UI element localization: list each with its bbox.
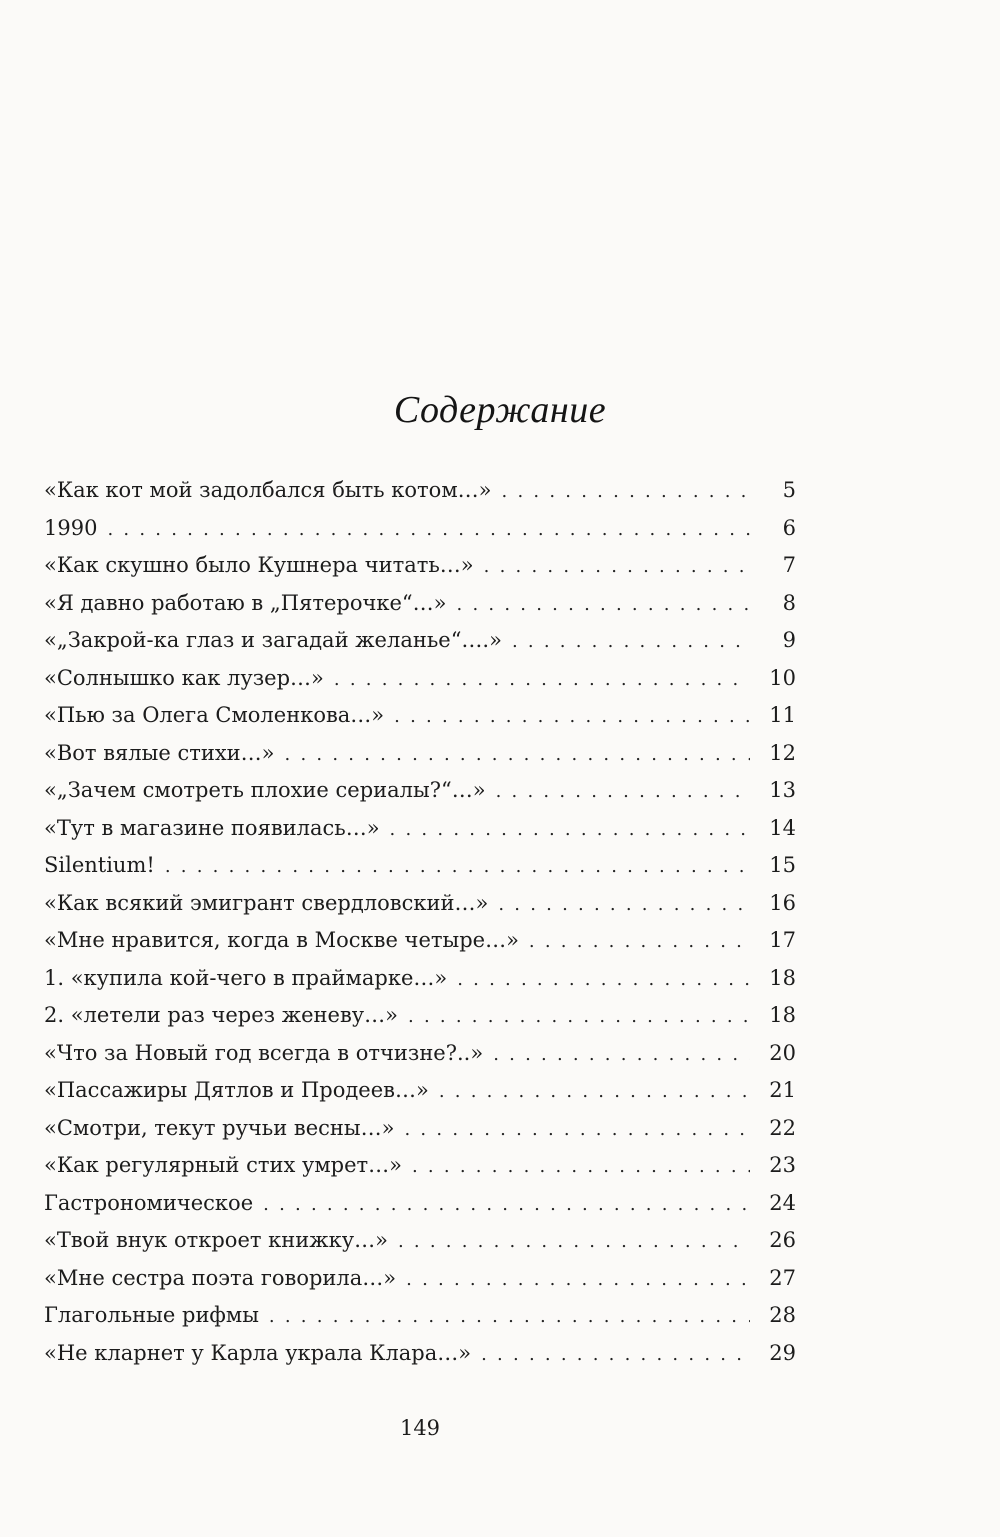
toc-entry <box>44 585 796 623</box>
toc-dot-leader <box>457 961 750 999</box>
toc-entry-title: «Пью за Олега Смоленкова…» <box>44 697 394 735</box>
toc-entry-page: 9 <box>782 628 796 652</box>
toc-dot-leader <box>263 1186 750 1224</box>
toc-entry-page: 5 <box>782 478 796 502</box>
toc-entry <box>44 1260 796 1298</box>
toc-dot-leader <box>457 586 750 624</box>
toc-dot-leader <box>496 773 750 811</box>
toc-entry-title: Глагольные рифмы <box>44 1297 269 1335</box>
toc-entry-page: 21 <box>769 1078 796 1102</box>
toc-entry <box>44 772 796 810</box>
toc-entry <box>44 960 796 998</box>
toc-dot-leader <box>107 511 750 549</box>
toc-entry <box>44 472 796 510</box>
page-title: Содержание <box>393 389 607 431</box>
toc-dot-leader <box>493 1036 750 1074</box>
toc-entry-title: «Тут в магазине появилась…» <box>44 810 390 848</box>
toc-entry-title: «Не кларнет у Карла украла Клара…» <box>44 1335 481 1373</box>
toc-entry <box>44 1147 796 1185</box>
toc-entry <box>44 660 796 698</box>
toc-entry <box>44 1335 796 1373</box>
toc-entry-title: «Что за Новый год всегда в отчизне?..» <box>44 1035 493 1073</box>
toc-entry-title: «Как скушно было Кушнера читать…» <box>44 547 484 585</box>
toc-dot-leader <box>481 1336 750 1374</box>
toc-entry-page: 18 <box>769 965 796 990</box>
toc-entry-page: 26 <box>769 1228 796 1252</box>
toc-entry-title: «Вот вялые стихи…» <box>44 735 285 773</box>
toc-entry-page: 27 <box>769 1265 796 1290</box>
toc-dot-leader <box>285 736 750 774</box>
toc-entry <box>44 997 796 1035</box>
toc-entry-title: «Пассажиры Дятлов и Продеев…» <box>44 1072 439 1110</box>
toc-entry-page: 8 <box>782 590 796 615</box>
toc-dot-leader <box>498 886 750 924</box>
toc-entry-page: 13 <box>769 778 796 802</box>
toc-dot-leader <box>404 1111 750 1149</box>
toc-entry-title: Гастрономическое <box>44 1185 263 1223</box>
toc-entry-title: «Смотри, текут ручьи весны…» <box>44 1110 404 1148</box>
toc-entry-title: «„Закрой-ка глаз и загадай желанье“….» <box>44 622 512 660</box>
toc-entry-page: 6 <box>782 515 796 540</box>
toc-entry-title: «Как кот мой задолбался быть котом…» <box>44 472 502 510</box>
toc-entry-page: 18 <box>769 1003 796 1027</box>
toc-entry-page: 15 <box>769 853 796 877</box>
toc-entry-title: «Как регулярный стих умрет…» <box>44 1147 412 1185</box>
toc-entry-page: 17 <box>769 928 796 952</box>
toc-dot-leader <box>334 661 750 699</box>
toc-entry-title: «Твой внук откроет книжку…» <box>44 1222 398 1260</box>
toc-dot-leader <box>269 1298 750 1336</box>
toc-entry <box>44 1297 796 1335</box>
toc-entry-title: 2. «летели раз через женеву…» <box>44 997 408 1035</box>
toc-dot-leader <box>412 1148 750 1186</box>
toc-entry <box>44 510 796 548</box>
toc-entry <box>44 885 796 923</box>
toc-entry-page: 11 <box>769 703 796 727</box>
toc-dot-leader <box>484 548 750 586</box>
toc-entry-page: 29 <box>769 1340 796 1365</box>
toc-entry <box>44 547 796 585</box>
toc-entry <box>44 697 796 735</box>
toc-entry-page: 28 <box>769 1303 796 1327</box>
toc-entry-page: 22 <box>769 1115 796 1140</box>
toc-entry-page: 14 <box>769 815 796 840</box>
toc-entry <box>44 922 796 960</box>
toc-dot-leader <box>408 998 750 1036</box>
toc-dot-leader <box>439 1073 750 1111</box>
toc-entry <box>44 735 796 773</box>
toc-entry-title: «Как всякий эмигрант свердловский…» <box>44 885 498 923</box>
page-number: 149 <box>399 1416 441 1440</box>
toc-entry <box>44 1072 796 1110</box>
toc-entry-title: «Мне сестра поэта говорила…» <box>44 1260 406 1298</box>
toc-entry-page: 7 <box>782 553 796 577</box>
toc-entry-title: «Я давно работаю в „Пятерочке“…» <box>44 585 457 623</box>
toc-entry <box>44 810 796 848</box>
toc-entry-title: 1. «купила кой-чего в праймарке…» <box>44 960 457 998</box>
toc-entry <box>44 622 796 660</box>
toc-entry <box>44 1035 796 1073</box>
toc-dot-leader <box>529 923 750 961</box>
toc-entry-title: 1990 <box>44 510 107 548</box>
toc-entry-title: Silentium! <box>44 847 165 885</box>
toc-entry-page: 12 <box>769 740 796 765</box>
toc-dot-leader <box>398 1223 750 1261</box>
toc-entry-page: 10 <box>769 665 796 690</box>
toc-dot-leader <box>406 1261 750 1299</box>
toc-dot-leader <box>390 811 750 849</box>
toc-entry <box>44 1110 796 1148</box>
toc-entry-page: 23 <box>769 1153 796 1177</box>
toc-entry-page: 16 <box>769 890 796 915</box>
toc-entry-title: «Мне нравится, когда в Москве четыре…» <box>44 922 529 960</box>
table-of-contents <box>44 472 796 1372</box>
toc-entry-page: 20 <box>769 1040 796 1065</box>
toc-dot-leader <box>165 848 750 886</box>
toc-entry <box>44 847 796 885</box>
toc-entry-title: «Солнышко как лузер…» <box>44 660 334 698</box>
toc-dot-leader <box>512 623 750 661</box>
toc-entry <box>44 1222 796 1260</box>
toc-entry-page: 24 <box>769 1190 796 1215</box>
toc-entry-title: «„Зачем смотреть плохие сериалы?“…» <box>44 772 496 810</box>
toc-entry <box>44 1185 796 1223</box>
toc-dot-leader <box>502 473 750 511</box>
toc-dot-leader <box>394 698 750 736</box>
